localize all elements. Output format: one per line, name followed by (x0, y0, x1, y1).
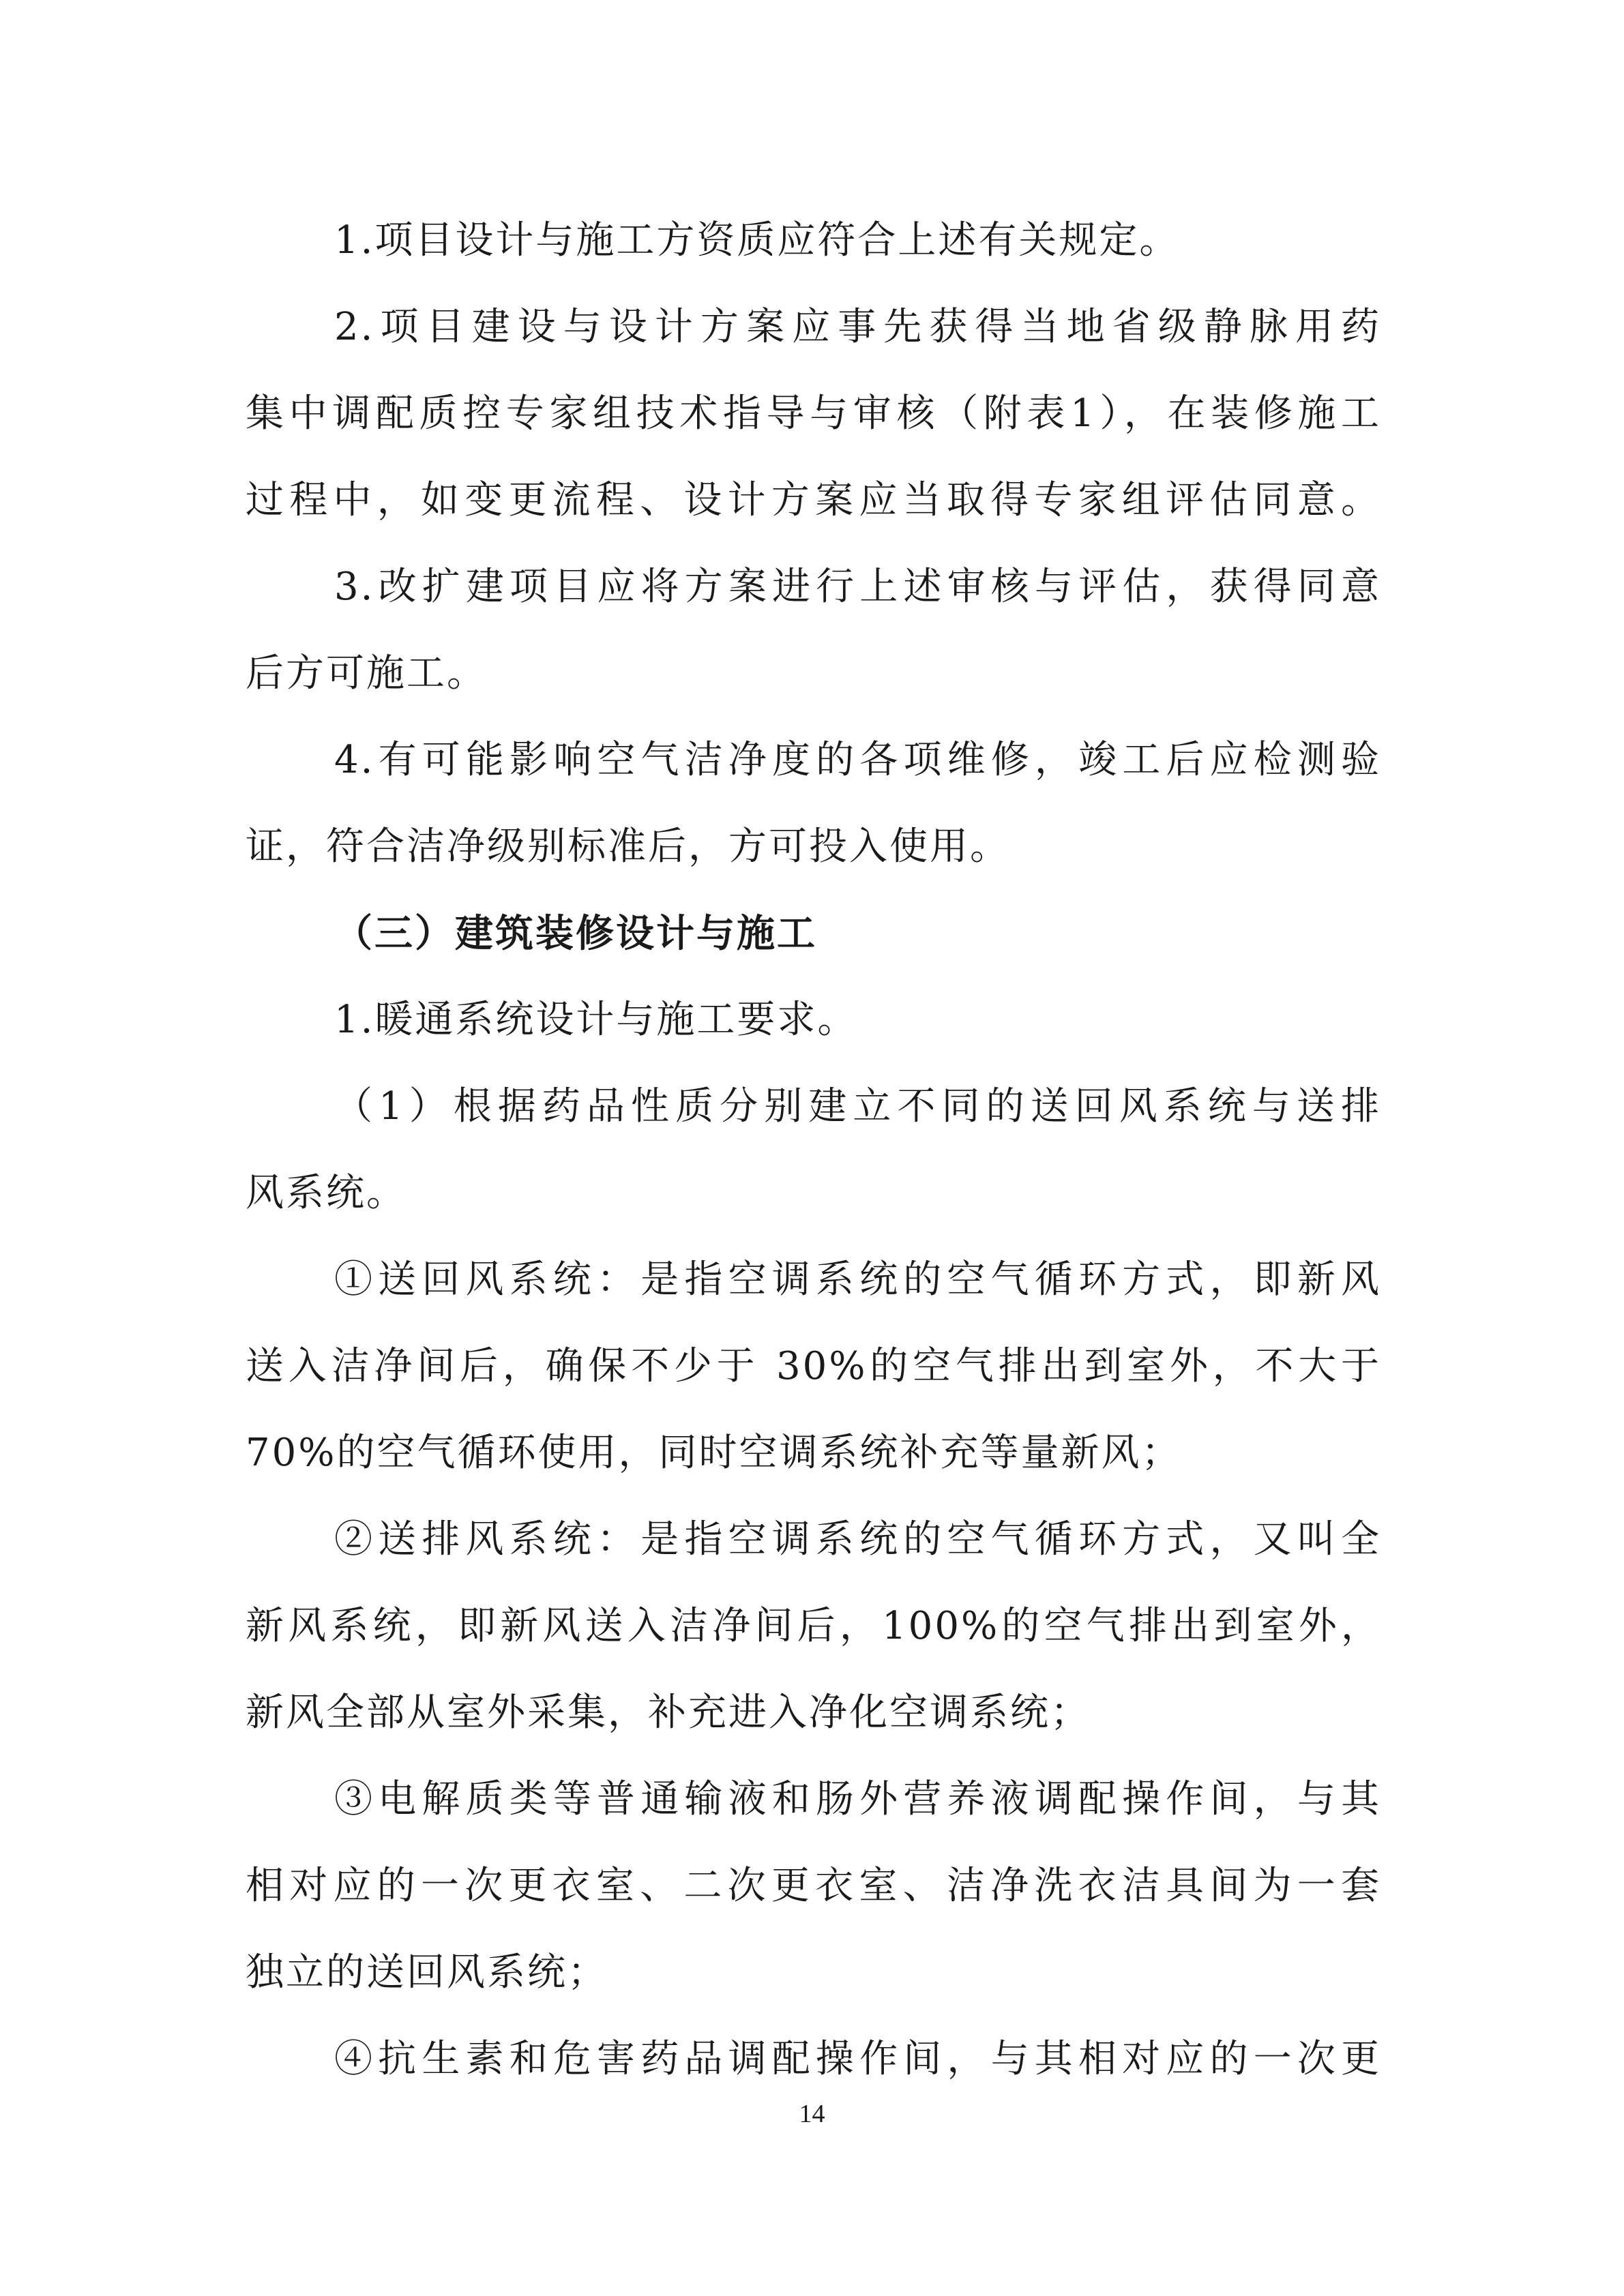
paragraph-line: ④抗生素和危害药品调配操作间，与其相对应的一次更 (334, 2037, 1381, 2081)
paragraph-line: 3.改扩建项目应将方案进行上述审核与评估，获得同意 (334, 565, 1381, 609)
paragraph-line: 2.项目建设与设计方案应事先获得当地省级静脉用药 (334, 305, 1381, 349)
paragraph-line: ②送排风系统：是指空调系统的空气循环方式，又叫全 (334, 1517, 1381, 1562)
section-heading: （三）建筑装修设计与施工 (334, 911, 817, 956)
paragraph-line: 风系统。 (246, 1171, 407, 1215)
paragraph-line: 集中调配质控专家组技术指导与审核（附表1），在装修施工 (246, 391, 1381, 436)
paragraph-line: （1）根据药品性质分别建立不同的送回风系统与送排 (334, 1084, 1381, 1129)
paragraph-line: ①送回风系统：是指空调系统的空气循环方式，即新风 (334, 1257, 1381, 1302)
paragraph-line: 新风全部从室外采集，补充进入净化空调系统； (246, 1690, 1091, 1735)
page-number: 14 (799, 2100, 825, 2128)
paragraph-line: 过程中，如变更流程、设计方案应当取得专家组评估同意。 (246, 478, 1381, 522)
paragraph-line: 后方可施工。 (246, 651, 487, 696)
paragraph-line: 送入洁净间后，确保不少于 30%的空气排出到室外，不大于 (246, 1344, 1381, 1388)
paragraph-line: 70%的空气循环使用，同时空调系统补充等量新风； (246, 1431, 1182, 1475)
paragraph-line: 新风系统，即新风送入洁净间后，100%的空气排出到室外， (246, 1604, 1381, 1648)
paragraph-line: ③电解质类等普通输液和肠外营养液调配操作间，与其 (334, 1777, 1381, 1821)
paragraph-line: 4.有可能影响空气洁净度的各项维修，竣工后应检测验 (334, 738, 1381, 782)
paragraph-line: 证，符合洁净级别标准后，方可投入使用。 (246, 824, 1010, 869)
paragraph-line: 相对应的一次更衣室、二次更衣室、洁净洗衣洁具间为一套 (246, 1864, 1381, 1908)
paragraph-line: 独立的送回风系统； (246, 1950, 608, 1995)
paragraph-line: 1.暖通系统设计与施工要求。 (334, 998, 858, 1042)
paragraph-line: 1.项目设计与施工方资质应符合上述有关规定。 (334, 218, 1180, 263)
